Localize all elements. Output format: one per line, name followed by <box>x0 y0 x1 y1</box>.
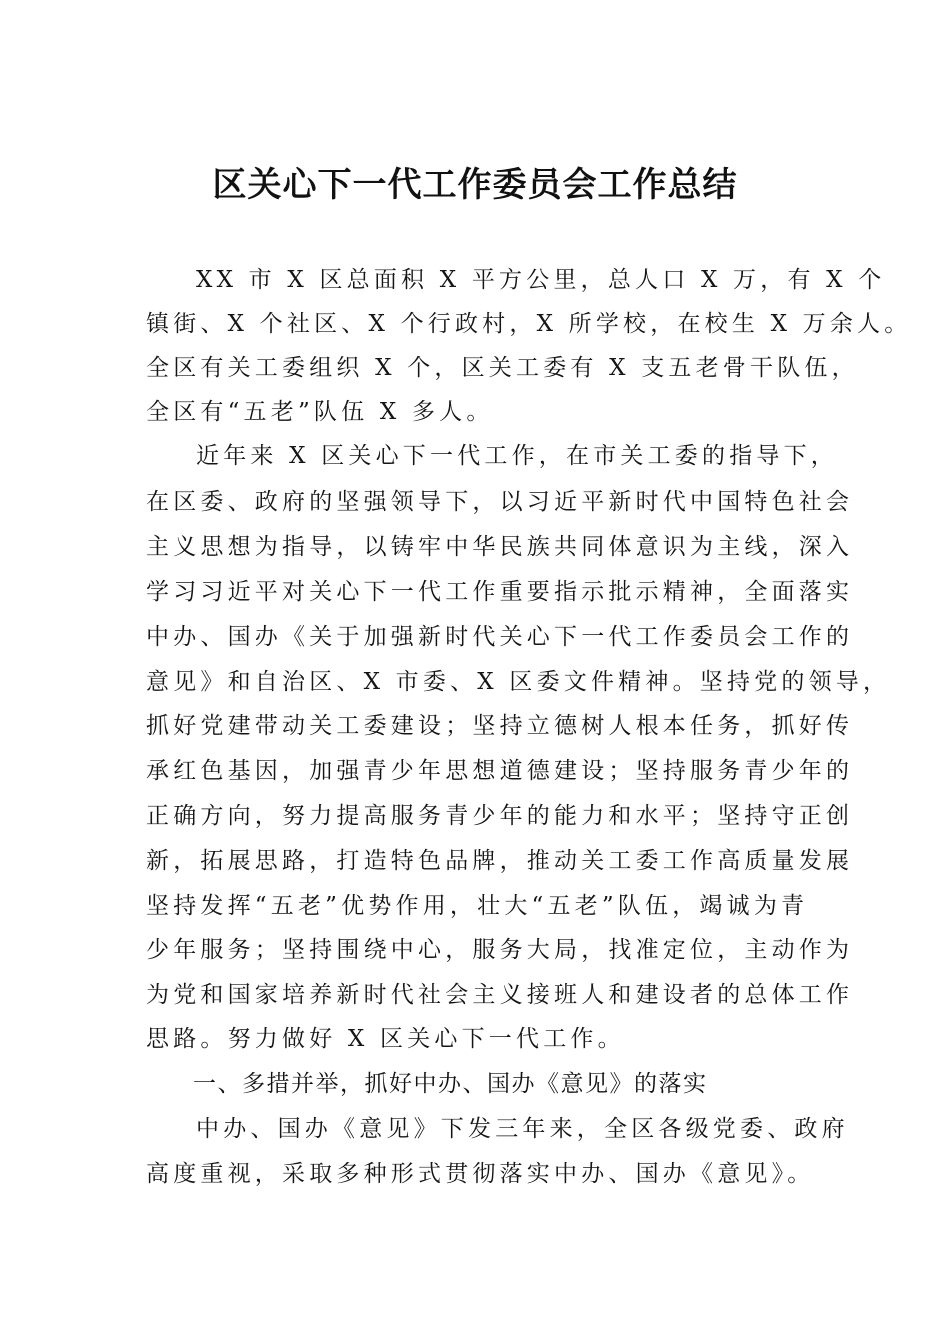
paragraph-line: 意见》和自治区、X 市委、X 区委文件精神。坚持党的领导， <box>146 669 891 695</box>
paragraph-line: 在区委、政府的坚强领导下，以习近平新时代中国特色社会 <box>146 489 854 515</box>
paragraph-line: 镇街、X 个社区、X 个行政村，X 所学校，在校生 X 万余人。 <box>146 311 912 337</box>
document-title: 区关心下一代工作委员会工作总结 <box>212 165 738 205</box>
paragraph-line: 主义思想为指导，以铸牢中华民族共同体意识为主线，深入 <box>146 534 854 560</box>
paragraph-line: 坚持发挥“五老”优势作用，壮大“五老”队伍，竭诚为青 <box>146 893 809 919</box>
paragraph-line: 为党和国家培养新时代社会主义接班人和建设者的总体工作 <box>146 982 854 1008</box>
paragraph-line: 中办、国办《意见》下发三年来，全区各级党委、政府 <box>196 1116 849 1142</box>
paragraph-line: XX 市 X 区总面积 X 平方公里，总人口 X 万，有 X 个 <box>196 267 886 293</box>
paragraph-line: 思路。努力做好 X 区关心下一代工作。 <box>146 1026 625 1052</box>
paragraph-line: 中办、国办《关于加强新时代关心下一代工作委员会工作的 <box>146 624 854 650</box>
paragraph-line: 新，拓展思路，打造特色品牌，推动关工委工作高质量发展 <box>146 848 854 874</box>
paragraph-line: 近年来 X 区关心下一代工作，在市关工委的指导下， <box>196 443 838 469</box>
section-heading-1: 一、多措并举，抓好中办、国办《意见》的落实 <box>193 1071 708 1097</box>
paragraph-line: 正确方向，努力提高服务青少年的能力和水平；坚持守正创 <box>146 803 854 829</box>
paragraph-line: 全区有关工委组织 X 个，区关工委有 X 支五老骨干队伍， <box>146 355 859 381</box>
paragraph-line: 抓好党建带动关工委建设；坚持立德树人根本任务，抓好传 <box>146 713 854 739</box>
paragraph-line: 全区有“五老”队伍 X 多人。 <box>146 399 494 425</box>
paragraph-line: 少年服务；坚持围绕中心，服务大局，找准定位，主动作为 <box>146 937 854 963</box>
paragraph-line: 高度重视，采取多种形式贯彻落实中办、国办《意见》。 <box>146 1161 815 1187</box>
paragraph-line: 承红色基因，加强青少年思想道德建设；坚持服务青少年的 <box>146 758 854 784</box>
paragraph-line: 学习习近平对关心下一代工作重要指示批示精神，全面落实 <box>146 579 854 605</box>
